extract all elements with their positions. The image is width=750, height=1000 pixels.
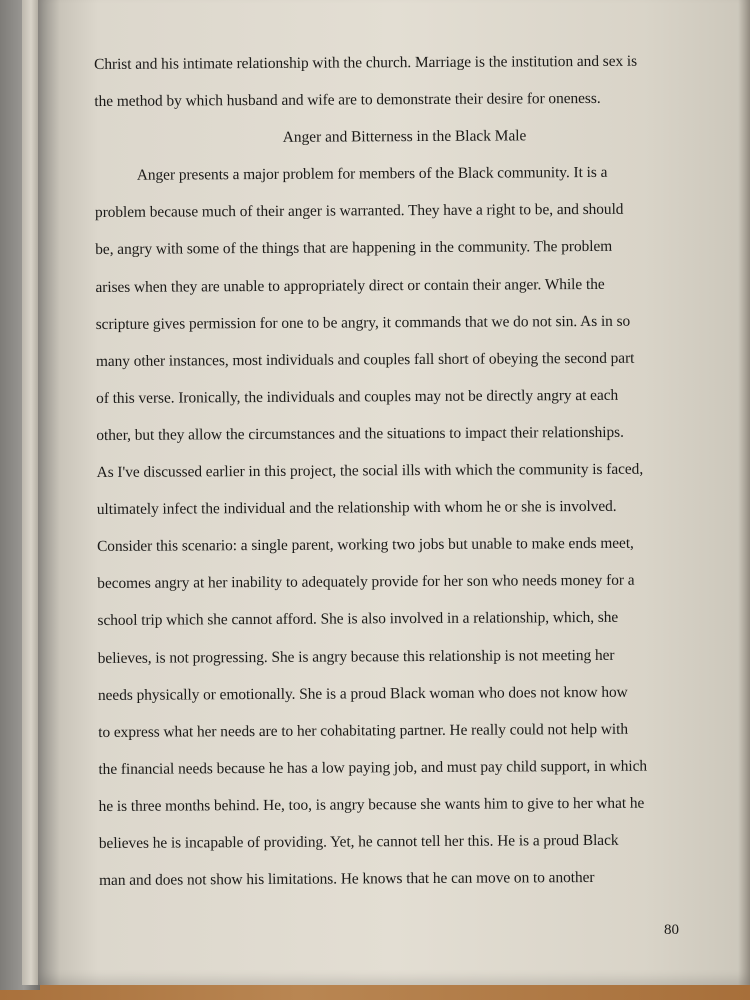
page-text [94, 42, 689, 899]
text-line: believes, is not progressing. She is angry because this relationship is not meeting her [97, 646, 615, 667]
text-line: the method by which husband and wife are to demonstrate their desire for oneness. [94, 90, 601, 111]
text-line: many other instances, most individuals and couples fall short of obeying the second part [95, 349, 635, 370]
text-line: needs physically or emotionally. She is a proud Black woman who does not know how [97, 683, 628, 704]
page-number: 80 [664, 922, 679, 938]
text-line: other, but they allow the circumstances and the situations to impact their relationships. [96, 423, 624, 444]
text-line: believes he is incapable of providing. Yet, he cannot tell her this. He is a proud Black [98, 831, 619, 852]
text-line: problem because much of their anger is warranted. They have a right to be, and should [94, 201, 624, 222]
text-line: to express what her needs are to her cohabitating partner. He really could not help with [98, 720, 629, 741]
text-line: arises when they are unable to appropriately direct or contain their anger. While the [95, 275, 605, 296]
text-line: Consider this scenario: a single parent, working two jobs but unable to make ends meet, [97, 534, 634, 556]
text-line: scripture gives permission for one to be angry, it commands that we do not sin. As in so [95, 312, 631, 333]
text-line: school trip which she cannot afford. She is also involved in a relationship, which, she [97, 609, 619, 630]
page-shadow [738, 0, 750, 985]
text-line: of this verse. Ironically, the individuals and couples may not be directly angry at each [96, 386, 619, 407]
text-line: becomes angry at her inability to adequately provide for her son who needs money for a [97, 572, 635, 593]
text-line: Anger presents a major problem for members of the Black community. It is a [136, 164, 608, 185]
text-line: he is three months behind. He, too, is angry because she wants him to give to her what he [98, 794, 645, 815]
text-line: Christ and his intimate relationship with the church. Marriage is the institution and sex is [94, 52, 638, 73]
text-line: As I've discussed earlier in this project, the social ills with which the community is faced, [96, 460, 644, 482]
book-page [38, 0, 750, 985]
text-line: be, angry with some of the things that are happening in the community. The problem [95, 238, 613, 259]
section-heading: Anger and Bitterness in the Black Male [282, 127, 527, 147]
text-line: man and does not show his limitations. He knows that he can move on to another [99, 869, 595, 890]
text-line: the financial needs because he has a low paying job, and must pay child support, in which [98, 757, 648, 778]
text-line: ultimately infect the individual and the relationship with whom he or she is involved. [96, 497, 617, 519]
